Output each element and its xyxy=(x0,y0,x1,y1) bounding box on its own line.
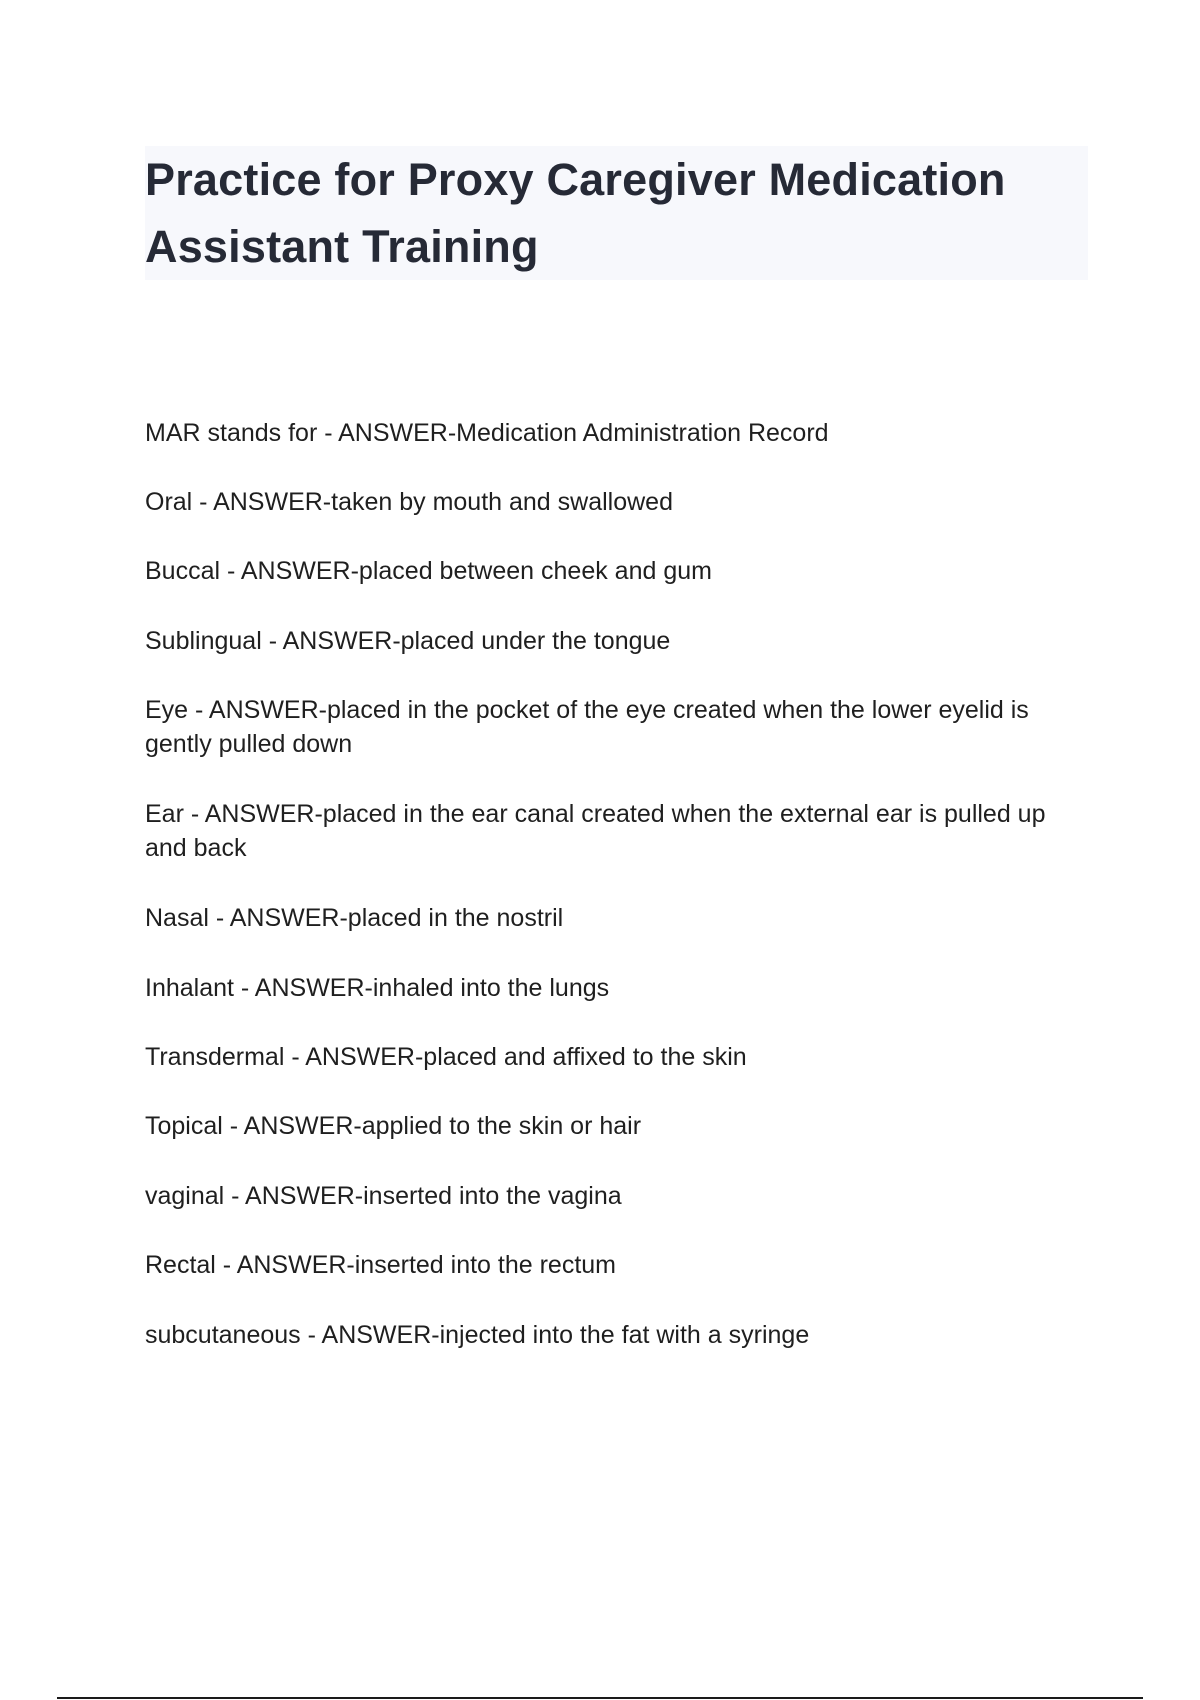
qa-item: Nasal - ANSWER-placed in the nostril xyxy=(145,904,564,932)
qa-item: Buccal - ANSWER-placed between cheek and gum xyxy=(145,557,712,585)
qa-item: Eye - ANSWER-placed in the pocket of the eye created when the lower eyelid is gently pulled down xyxy=(145,696,1029,758)
qa-item: MAR stands for - ANSWER-Medication Administration Record xyxy=(145,419,829,447)
qa-item: subcutaneous - ANSWER-injected into the fat with a syringe xyxy=(145,1321,810,1349)
qa-item: Inhalant - ANSWER-inhaled into the lungs xyxy=(145,974,610,1002)
title-block xyxy=(145,146,1088,280)
qa-item: Transdermal - ANSWER-placed and affixed to the skin xyxy=(145,1043,747,1071)
qa-item: Ear - ANSWER-placed in the ear canal created when the external ear is pulled up and back xyxy=(145,800,1046,862)
footer-divider xyxy=(57,1697,1143,1699)
qa-item: Topical - ANSWER-applied to the skin or hair xyxy=(145,1112,642,1140)
qa-item: Sublingual - ANSWER-placed under the tongue xyxy=(145,627,671,655)
qa-item: vaginal - ANSWER-inserted into the vagina xyxy=(145,1182,622,1210)
qa-item: Oral - ANSWER-taken by mouth and swallowed xyxy=(145,488,673,516)
qa-item: Rectal - ANSWER-inserted into the rectum xyxy=(145,1251,616,1279)
page-title: Practice for Proxy Caregiver Medication Assistant Training xyxy=(145,154,1006,272)
